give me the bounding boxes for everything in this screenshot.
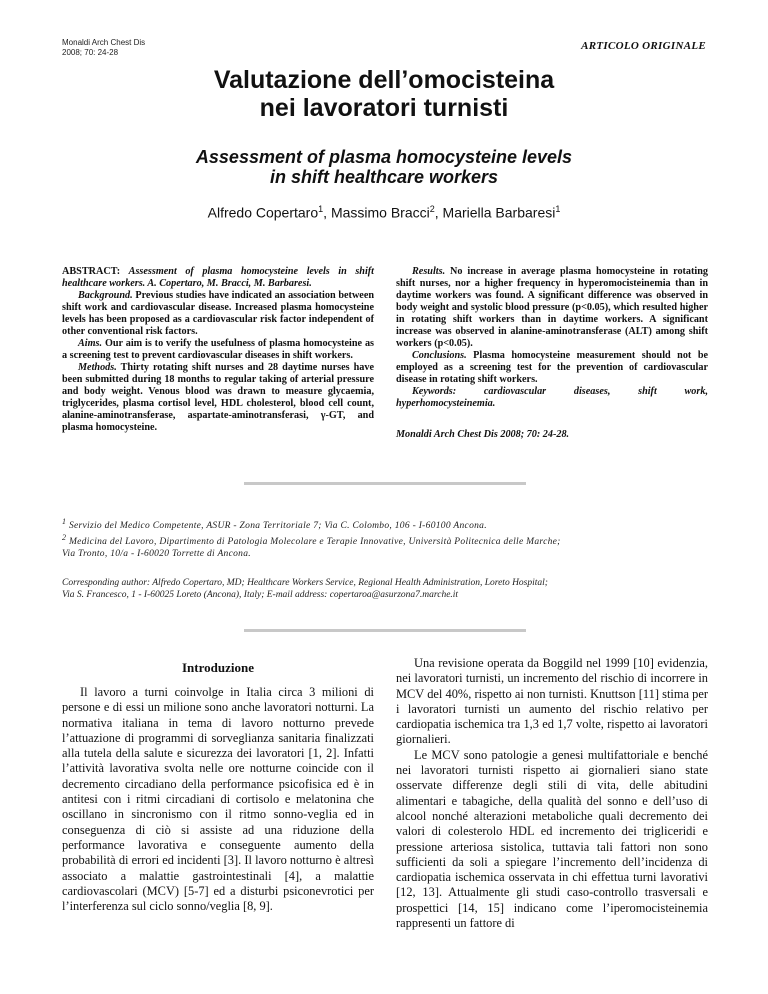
- affiliation-item: Via Tronto, 10/a - I-60020 Torrette di Ancona.: [62, 549, 251, 560]
- body-paragraph: Le MCV sono patologie a genesi multifattoriale e benché nei lavoratori turnisti rispetto ai giornalieri siano state osservate differenze degli stili di vita, delle abitudini alimentari e tabagiche, della qualità del sonno e dell’uso di alcool nonché alterazioni metaboliche quali decremento dei valori di colesterolo HDL ed incremento dei trigliceridi e pressione arteriosa sistolica, tuttavia tali fattori non sono sufficienti da soli a spiegare l’incremento dell’incidenza di cardiopatia ischemica osservata in chi effettua turni lavorativi [12, 13]. Attualmente gli studi caso-controllo trasversali e prospettici [14, 15] indicano come l’iperomocisteinemia rappresenti un fattore di: [396, 747, 708, 931]
- abstract-intro: ABSTRACT: Assessment of plasma homocysteine levels in shift healthcare workers. A. Copertaro, M. Bracci, M. Barbaresi.: [62, 266, 375, 289]
- journal-reference: [62, 38, 145, 58]
- abstract-aims: Aims. Our aim is to verify the usefulness of plasma homocysteine as a screening test to prevent cardiovascular diseases in shift workers.: [62, 338, 375, 361]
- body-left-column: [62, 685, 374, 914]
- author-name: Massimo Bracci: [330, 204, 430, 221]
- body-right-column: [396, 656, 708, 931]
- author-name: Mariella Barbaresi: [442, 204, 556, 221]
- abstract-background: Background. Previous studies have indicated an association between shift work and cardiovascular disease. Increased plasma homocysteine levels has been proposed as a cardiovascular risk factor independent of other conventional risk factors.: [62, 290, 375, 337]
- abstract-methods: Methods. Thirty rotating shift nurses and 28 daytime nurses have been submitted during 18 months to regular taking of arterial pressure and body weight. Venous blood was drawn to measure glycaemia, triglycerides, plasma cortisol level, HDL cholesterol, blood cell count, alanine-aminotransferase, aspartate-aminotransferasi, γ-GT, and plasma homocysteine.: [62, 362, 374, 433]
- body-paragraph: Il lavoro a turni coinvolge in Italia circa 3 milioni di persone e di essi un milione sono anche lavoratori notturni. La normativa italiana in tema di lavoro notturno prevede l’attuazione di programmi di sorveglianza sanitaria finalizzati alla tutela della salute e sicurezza dei lavoratori [1, 2]. Infatti l’attività lavorativa svolta nelle ore notturne coincide con il decremento circadiano della performance psicofisica ed è in antitesi con i ritmi circadiani di cortisolo e melatonina che oscillano in sincronismo con il ritmo sonno-veglia ed in conseguenza di ciò si assiste ad una riduzione della performance lavorativa e conseguente aumento della probabilità di errori ed incidenti [3]. Il lavoro notturno è altresì associato a malattie gastrointestinali [4], a malattie cardiovascolari (MCV) [5-7] ed a disturbi psiconevrotici per l’interferenza sul ciclo sonno/veglia [8, 9].: [62, 685, 374, 914]
- section-heading: Introduzione: [182, 660, 254, 675]
- title-italian: Valutazione dell’omocisteina nei lavoratori turnisti: [213, 66, 555, 122]
- affiliation-item: $^1$ Servizio del Medico Competente, ASUR - Zona Territoriale 7; Via C. Colombo, 106 - I-60100 Ancona.: [62, 517, 487, 532]
- affiliation-item: $^2$ Medicina del Lavoro, Dipartimento di Patologia Molecolare e Terapie Innovative, Università Politecnica delle Marche;: [62, 533, 561, 548]
- affiliations: [62, 516, 708, 560]
- abstract-results: Results. No increase in average plasma homocysteine in rotating shift nurses, nor a higher frequency in hyperomocisteinemia than in daytime workers was found. A significant difference was observed in body weight and systolic blood pressure (p<0.05), which resulted higher in rotating shift workers than in daytime workers. A significant increase was observed in alanine-aminotransferase (ALT) among shift workers (p<0.05).: [396, 266, 709, 349]
- journal-name: Monaldi Arch Chest Dis: [62, 38, 146, 47]
- abstract-conclusions: Conclusions. Plasma homocysteine measurement should not be employed as a screening test for the prevention of cardiovascular disease in rotating shift workers.: [396, 350, 709, 385]
- abstract-right-column: [396, 266, 708, 441]
- corresponding-author: Corresponding author: Alfredo Copertaro, MD; Healthcare Workers Service, Regional Health Administration, Loreto Hospital; Via S. Francesco, 1 - I-60025 Loreto (Ancona), Italy; E-mail address: copertaroa@asurzona7.marche.it: [62, 578, 548, 600]
- divider-rule: [244, 482, 526, 485]
- section-label: ARTICOLO ORIGINALE: [581, 40, 706, 52]
- author-name: Alfredo Copertaro: [207, 204, 319, 221]
- journal-volume: 2008; 70: 24-28: [62, 48, 119, 57]
- abstract-left-column: [62, 266, 374, 434]
- abstract-keywords: Keywords: cardiovascular diseases, shift work, hyperhomocysteinemia.: [396, 386, 709, 409]
- title-english: Assessment of plasma homocysteine levels in shift healthcare workers: [195, 147, 573, 187]
- author-list: Alfredo Copertaro$^1$, Massimo Bracci$^2$, Mariella Barbaresi$^1$: [207, 204, 561, 221]
- body-paragraph: Una revisione operata da Boggild nel 1999 [10] evidenzia, nei lavoratori turnisti, un incremento del rischio di incorrere in MCV del 40%, rispetto ai non turnisti. Knuttson [11] stima per i lavoratori turnisti un aumento del rischio relativo per cardiopatia ischemica tra 1,3 ed 1,7 volte, rispetto ai lavoratori giornalieri.: [396, 656, 708, 747]
- divider-rule: [244, 629, 526, 632]
- abstract-citation: Monaldi Arch Chest Dis 2008; 70: 24-28.: [396, 429, 570, 440]
